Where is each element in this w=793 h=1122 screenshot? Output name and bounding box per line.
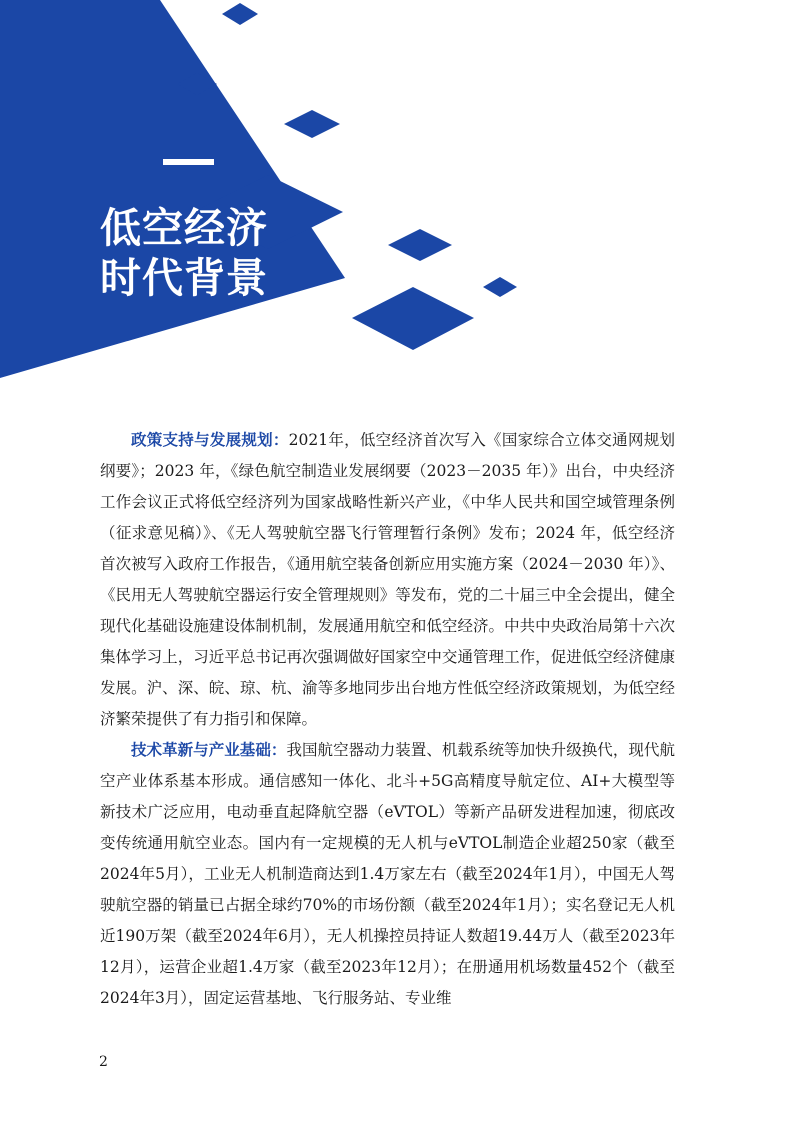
diamond-shape-7 <box>352 287 474 350</box>
banner-graphic <box>0 0 793 390</box>
page-number: 2 <box>99 1054 108 1070</box>
diamond-shape-6 <box>483 277 517 297</box>
header-banner <box>0 0 793 390</box>
section-title-line-1: 低空经济 <box>100 204 268 252</box>
paragraph-text: 2021年，低空经济首次写入《国家综合立体交通网规划纲要》；2023 年，《绿色航空制造业发展纲要（2023－2035 年）》出台，中央经济工作会议正式将低空经济列为国家战略性新兴产业，《中华人民共和国空域管理条例（征求意见稿）》、《无人驾驶航空器飞行管理暂行条例》发布；2024 年，低空经济首次被写入政府工作报告，《通用航空装备创新应用实施方案（2024－2030 年）》、《民用无人驾驶航空器运行安全管理规则》等发布，党的二十届三中全会提出，健全现代化基础设施建设体制机制，发展通用航空和低空经济。中共中央政治局第十六次集体学习上，习近平总书记再次强调做好国家空中交通管理工作，促进低空经济健康发展。沪、深、皖、琼、杭、渝等多地同步出台地方性低空经济政策规划，为低空经济繁荣提供了有力指引和保障。 <box>100 431 675 728</box>
paragraph-technology <box>100 735 675 1014</box>
paragraph-lead: 技术革新与产业基础： <box>131 741 287 759</box>
paragraph-lead: 政策支持与发展规划： <box>131 431 289 449</box>
diamond-shape-3 <box>284 110 340 138</box>
title-dash <box>163 159 214 165</box>
section-title-line-2: 时代背景 <box>100 254 268 302</box>
paragraph-text: 我国航空器动力装置、机载系统等加快升级换代，现代航空产业体系基本形成。通信感知一体化、北斗+5G高精度导航定位、AI+大模型等新技术广泛应用，电动垂直起降航空器（eVTOL）等新产品研发进程加速，彻底改变传统通用航空业态。国内有一定规模的无人机与eVTOL制造企业超250家（截至2024年5月），工业无人机制造商达到1.4万家左右（截至2024年1月），中国无人驾驶航空器的销量已占据全球约70%的市场份额（截至2024年1月）；实名登记无人机近190万架（截至2024年6月），无人机操控员持证人数超19.44万人（截至2023年12月），运营企业超1.4万家（截至2023年12月）；在册通用机场数量452个（截至2024年3月），固定运营基地、飞行服务站、专业维 <box>100 741 675 1007</box>
diamond-shape-5 <box>388 229 452 261</box>
article-body <box>100 425 675 1014</box>
diamond-shape-1 <box>222 3 258 25</box>
paragraph-policy <box>100 425 675 735</box>
section-title <box>100 203 268 303</box>
